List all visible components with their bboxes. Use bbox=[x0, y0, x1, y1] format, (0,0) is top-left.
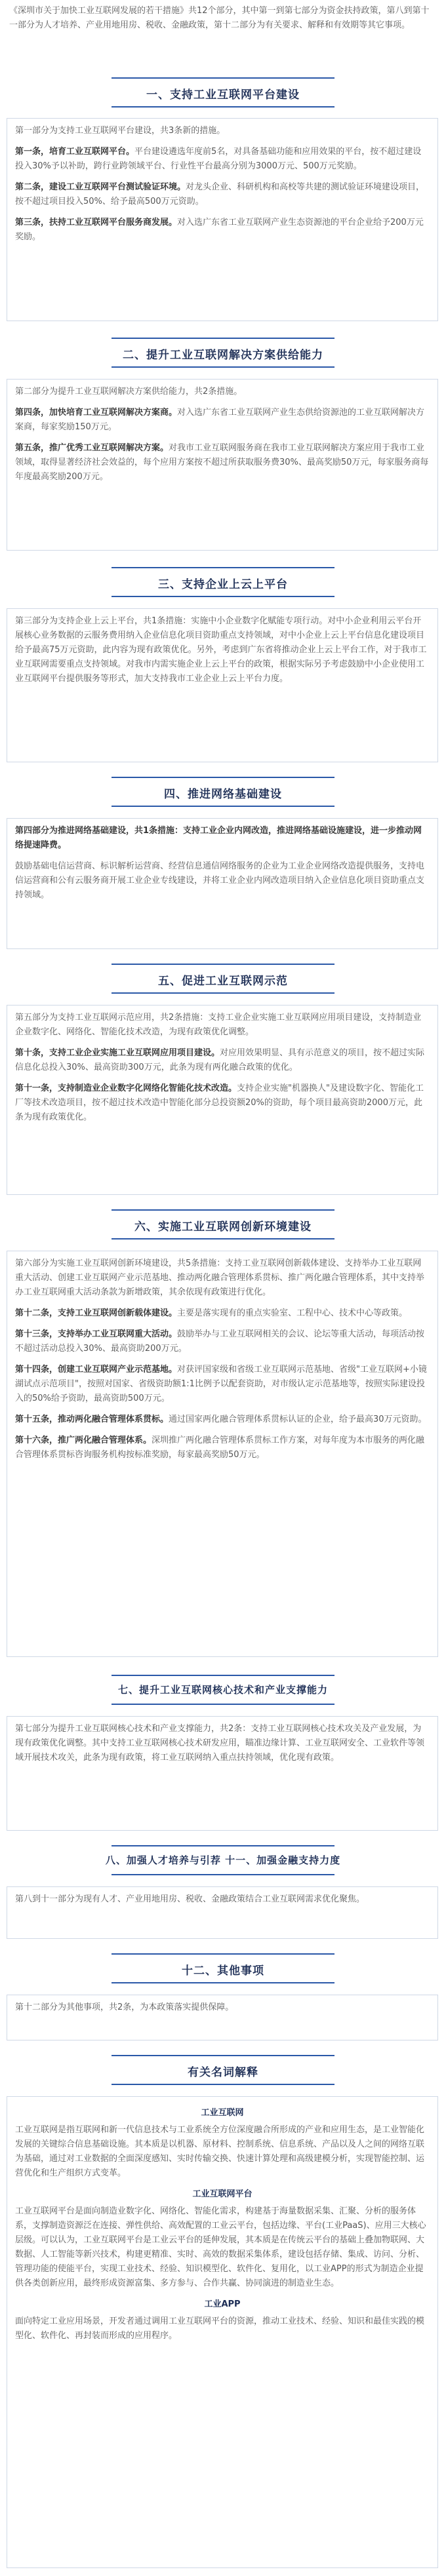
glossary-title: 有关名词解释 bbox=[188, 2066, 258, 2079]
section-box-1 bbox=[7, 118, 438, 321]
glossary-term: 工业互联网平台 bbox=[192, 2189, 253, 2199]
divider bbox=[112, 777, 334, 778]
divider bbox=[112, 806, 334, 807]
divider bbox=[112, 106, 334, 107]
section-box-5: 第五部分为支持工业互联网示范应用，共2条措施：支持工业企业实施工业互联网应用项目建设，支持制造业企业数字化、网络化、智能化技术改造，为现有政策优化调整。 第十条，支持工业企业实施工业互联网应用项目建设。对应用效果明显、具有示范意义的项目，按不超过实际信息化总投入30%、最高资助300万元，此条为现有两化融合政策的优化。 第十一条，支持制造业企业数字化网络化智能化技术改造。支持企业实施"机器换人"及建设数字化、智能化工厂等技术改造项目，按不超过技术改造中智能化部分总投资额20%的资助，每个项目最高资助2000万元，此条为现有政策优化。 bbox=[7, 1005, 438, 1195]
section-heading-12 bbox=[0, 1953, 446, 1978]
divider bbox=[112, 77, 334, 79]
divider bbox=[112, 2055, 334, 2056]
section-title: 二、提升工业互联网解决方案供给能力 bbox=[123, 349, 323, 362]
intro-paragraph: 《深圳市关于加快工业互联网发展的若干措施》共12个部分，其中第一到第七部分为资金扶持政策，第八到第十一部分为人才培养、产业用地用房、税收、金融政策，第十二部分为有关要求、解释和有效期等其它事项。 bbox=[9, 6, 430, 30]
divider bbox=[112, 366, 334, 368]
divider bbox=[112, 964, 334, 965]
glossary-heading bbox=[0, 2055, 446, 2079]
divider bbox=[112, 1209, 334, 1211]
divider bbox=[112, 1238, 334, 1239]
section-box-4: 第四部分为推进网络基础建设，共1条措施：支持工业企业内网改造，推进网络基础设施建设，进一步推动网络提速降费。 鼓励基础电信运营商、标识解析运营商、经营信息通信网络服务的企业为工业企业网络改造提供服务，支持电信运营商和公有云服务商开展工业企业专线建设，并将工业企业内网改造项目纳入企业信息化项目资助重点支持领域。 bbox=[7, 818, 438, 949]
section-title: 六、实施工业互联网创新环境建设 bbox=[134, 1220, 312, 1234]
section-heading-2 bbox=[0, 338, 446, 362]
section-paragraph: 第三条，扶持工业互联网平台服务商发展。对入选广东省工业互联网产业生态资源池的平台企业给予200万元奖励。 bbox=[15, 218, 424, 242]
divider bbox=[112, 992, 334, 994]
section-paragraph: 第一条，培育工业互联网平台。平台建设遴选年度前5名，对具备基础功能和应用效果的平台，按不超过建设投入30%予以补助，跨行业跨领域平台、行业性平台最高分别为3000万元、500万元奖励。 bbox=[15, 147, 422, 171]
glossary-definition: 工业互联网平台是面向制造业数字化、网络化、智能化需求，构建基于海量数据采集、汇聚、分析的服务体系，支撑制造资源泛在连接、弹性供给、高效配置的工业云平台，包括边缘、平台(工业PaaS)、应用三大核心层级。可以认为，工业互联网平台是工业云平台的延伸发展，其本质是在传统云平台的基础上叠加物联网、大数据、人工智能等新兴技术，构建更精准、实时、高效的数据采集体系，建设包括存储、集成、访问、分析、管理功能的使能平台，实现工业技术、经验、知识模型化、软件化、复用化，以工业APP的形式为制造企业提供各类创新应用，最终形成资源富集、多方参与、合作共赢、协同演进的制造业生态。 bbox=[15, 2206, 426, 2288]
section-box-12: 第十二部分为其他事项，共2条，为本政策落实提供保障。 bbox=[7, 1995, 438, 2040]
glossary-term: 工业APP bbox=[204, 2299, 241, 2309]
section-heading-4 bbox=[0, 777, 446, 801]
section-heading-8 bbox=[0, 1845, 446, 1867]
divider bbox=[112, 596, 334, 597]
section-heading-6 bbox=[0, 1209, 446, 1234]
divider bbox=[112, 1675, 334, 1676]
section-box-7: 第七部分为提升工业互联网核心技术和产业支撑能力，共2条：支持工业互联网核心技术攻关及产业发展，为现有政策优化调整。其中支持工业互联网核心技术研发应用，瞄准边缘计算、工业互联网安全、工业软件等领域开展技术攻关，此条为现有政策，将工业互联网纳入重点扶持领域，优化现有政策。 bbox=[7, 1716, 438, 1831]
section-box-3: 第三部分为支持企业上云上平台，共1条措施：实施中小企业数字化赋能专项行动。对中小企业利用云平台开展核心业务数据的云服务费用纳入企业信息化项目资助重点支持领域，对中小企业上云上平台信息化建设项目给予最高75万元资助，此内容为现有政策优化。另外，考虑到广东省将推动企业上云上平台工作，对于我市工业互联网需要重点支持领域。对我市内需实施企业上云上平台的政策，根据实际另予考虑鼓励中小企业使用工业互联网平台提供服务等形式，加大支持我市工业企业上云上平台力度。 bbox=[7, 608, 438, 762]
section-paragraph: 第二条，建设工业互联网平台测试验证环境。对龙头企业、科研机构和高校等共建的测试验证环境建设项目，按不超过项目投入50%、给予最高500万元资助。 bbox=[15, 182, 425, 206]
section-title: 三、支持企业上云上平台 bbox=[158, 578, 288, 591]
divider bbox=[112, 1704, 334, 1705]
section-box-8: 第八到十一部分为现有人才、产业用地用房、税收、金融政策结合工业互联网需求优化聚焦。 bbox=[7, 1886, 438, 1939]
glossary-box bbox=[7, 2096, 438, 2568]
section-heading-7 bbox=[0, 1675, 446, 1696]
section-title: 一、支持工业互联网平台建设 bbox=[146, 88, 300, 102]
section-heading-1 bbox=[0, 77, 446, 102]
section-title: 五、促进工业互联网示范 bbox=[158, 975, 288, 988]
glossary-definition: 工业互联网是指互联网和新一代信息技术与工业系统全方位深度融合所形成的产业和应用生态，是工业智能化发展的关键综合信息基础设施。其本质是以机器、原材料、控制系统、信息系统、产品以及人之间的网络互联为基础，通过对工业数据的全面深度感知、实时传输交换、快速计算处理和高级建模分析，实现智能控制、运营优化和生产组织方式变革。 bbox=[15, 2125, 425, 2178]
divider bbox=[112, 1874, 334, 1875]
divider bbox=[112, 1982, 334, 1983]
glossary-definition: 面向特定工业应用场景，开发者通过调用工业互联网平台的资源，推动工业技术、经验、知识和最佳实践的模型化、软件化、再封装而形成的应用程序。 bbox=[15, 2316, 425, 2341]
divider bbox=[112, 1845, 334, 1846]
section-title: 十二、其他事项 bbox=[182, 1964, 264, 1978]
section-title: 四、推进网络基础建设 bbox=[164, 788, 282, 801]
section-heading-3 bbox=[0, 567, 446, 591]
divider bbox=[112, 2084, 334, 2085]
section-title: 七、提升工业互联网核心技术和产业支撑能力 bbox=[117, 1684, 328, 1696]
section-paragraph: 第一部分为支持工业互联网平台建设，共3条新的措施。 bbox=[15, 126, 226, 136]
divider bbox=[112, 338, 334, 339]
section-heading-5 bbox=[0, 964, 446, 988]
section-title: 八、加强人才培养与引荐 十一、加强金融支持力度 bbox=[105, 1854, 341, 1866]
section-box-2: 第二部分为提升工业互联网解决方案供给能力，共2条措施。 第四条，加快培育工业互联网解决方案商。对入选广东省工业互联网产业生态供给资源池的工业互联网解决方案商，每家奖励150万元。 第五条，推广优秀工业互联网解决方案。对我市工业互联网服务商在我市工业互联网解决方案应用于我市工业领域，取得显著经济社会效益的，每个应用方案按不超过所获取服务费30%、最高奖励50万元，每家服务商每年度最高奖励200万元。 bbox=[7, 379, 438, 551]
divider bbox=[112, 1953, 334, 1955]
divider bbox=[112, 567, 334, 568]
glossary-term: 工业互联网 bbox=[201, 2108, 244, 2118]
section-box-6: 第六部分为实施工业互联网创新环境建设，共5条措施：支持工业互联网创新载体建设、支持举办工业互联网重大活动、创建工业互联网产业示范基地、推动两化融合管理体系贯标、推广两化融合管理体系，其中支持举办工业互联网重大活动条款为新增政策，其余依现有政策进行优化。 第十二条，支持工业互联网创新载体建设。主要是落实现有的重点实验室、工程中心、技术中心等政策。 第十三条，支持举办工业互联网重大活动。鼓励举办与工业互联网相关的会议、论坛等重大活动，每项活动按不超过活动总投入30%、最高资助200万元。 第十四条，创建工业互联网产业示范基地。对获评国家级和省级工业互联网示范基地、省级"工业互联网+小镜湖试点示范项目"，按照对国家、省级资助额1:1比例予以配套资助，对市级认定示范基地等，按照实际建设投入的50%给予资助，最高资助500万元。 第十五条，推动两化融合管理体系贯标。通过国家两化融合管理体系贯标认证的企业，给予最高30万元资助。 第十六条，推广两化融合管理体系。深圳推广两化融合管理体系贯标工作方案，对每年度为本市服务的两化融合管理体系贯标咨询服务机构按标准奖励，每家最高奖励50万元。 bbox=[7, 1251, 438, 1657]
